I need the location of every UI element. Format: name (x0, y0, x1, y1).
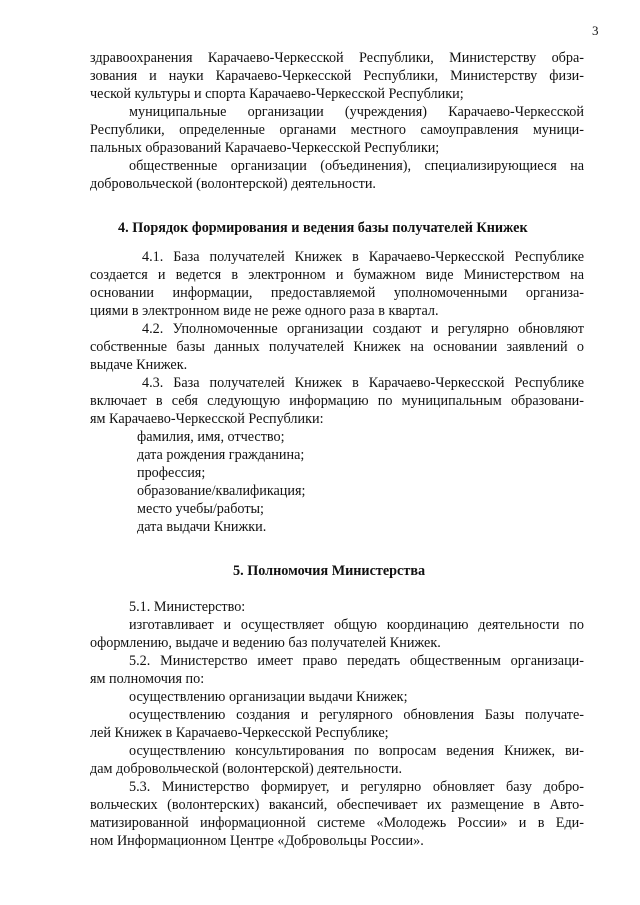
text-line: матизированной информационной системе «Молодежь России» и в Еди- (90, 815, 584, 831)
text-line: вольческих (волонтерских) вакансий, обеспечивает их размещение в Авто- (90, 797, 584, 813)
list-item: дата выдачи Книжки. (137, 519, 267, 535)
text-line: 5.1. Министерство: (129, 599, 246, 615)
text-line: 5.3. Министерство формирует, и регулярно обновляет базу добро- (129, 779, 584, 795)
text-line: 4.1. База получателей Книжек в Карачаево-Черкесской Республике (142, 249, 584, 265)
text-line: включает в себя следующую информацию по муниципальным образовани- (90, 393, 584, 409)
text-line: 5.2. Министерство имеет право передать общественным организаци- (129, 653, 584, 669)
text-line: Республики, определенные органами местного самоуправления муници- (90, 122, 584, 138)
text-line: добровольческой (волонтерской) деятельности. (90, 176, 376, 192)
text-line: дам добровольческой (волонтерской) деятельности. (90, 761, 403, 777)
text-line: пальных образований Карачаево-Черкесской Республики; (90, 140, 440, 156)
text-line: циями в электронном виде не реже одного раза в квартал. (90, 303, 439, 319)
text-line: 4.3. База получателей Книжек в Карачаево-Черкесской Республике (142, 375, 584, 391)
text-line: собственные базы данных получателей Книжек на основании заявлений о (90, 339, 584, 355)
text-line: муниципальные организации (учреждения) Карачаево-Черкесской (129, 104, 584, 120)
text-line: осуществлению создания и регулярного обновления Базы получате- (129, 707, 584, 723)
text-line: ческой культуры и спорта Карачаево-Черкесской Республики; (90, 86, 464, 102)
text-line: лей Книжек в Карачаево-Черкесской Республике; (90, 725, 389, 741)
text-line: создается и ведется в электронном и бумажном виде Министерством на (90, 267, 584, 283)
section-5-heading: 5. Полномочия Министерства (233, 563, 426, 579)
text-line: здравоохранения Карачаево-Черкесской Республики, Министерству обра- (90, 50, 584, 66)
list-item: дата рождения гражданина; (137, 447, 305, 463)
list-item: фамилия, имя, отчество; (137, 429, 285, 445)
list-item: профессия; (137, 465, 206, 481)
text-line: осуществлению консультирования по вопросам ведения Книжек, ви- (129, 743, 584, 759)
text-line: основании информации, предоставляемой уполномоченными организа- (90, 285, 584, 301)
list-item: образование/квалификация; (137, 483, 306, 499)
section-4-heading: 4. Порядок формирования и ведения базы получателей Книжек (118, 220, 528, 236)
list-item: место учебы/работы; (137, 501, 264, 517)
text-line: оформлению, выдаче и ведению баз получателей Книжек. (90, 635, 441, 651)
page-number: 3 (592, 23, 599, 38)
text-line: ном Информационном Центре «Добровольцы России». (90, 833, 424, 849)
text-line: зования и науки Карачаево-Черкесской Республики, Министерству физи- (90, 68, 584, 84)
text-line: ям Карачаево-Черкесской Республики: (90, 411, 324, 427)
text-line: 4.2. Уполномоченные организации создают и регулярно обновляют (142, 321, 584, 337)
text-line: общественные организации (объединения), специализирующиеся на (129, 158, 584, 174)
text-line: ям полномочия по: (90, 671, 205, 687)
text-line: осуществлению организации выдачи Книжек; (129, 689, 408, 705)
text-line: выдаче Книжек. (90, 357, 188, 373)
text-line: изготавливает и осуществляет общую координацию деятельности по (129, 617, 584, 633)
